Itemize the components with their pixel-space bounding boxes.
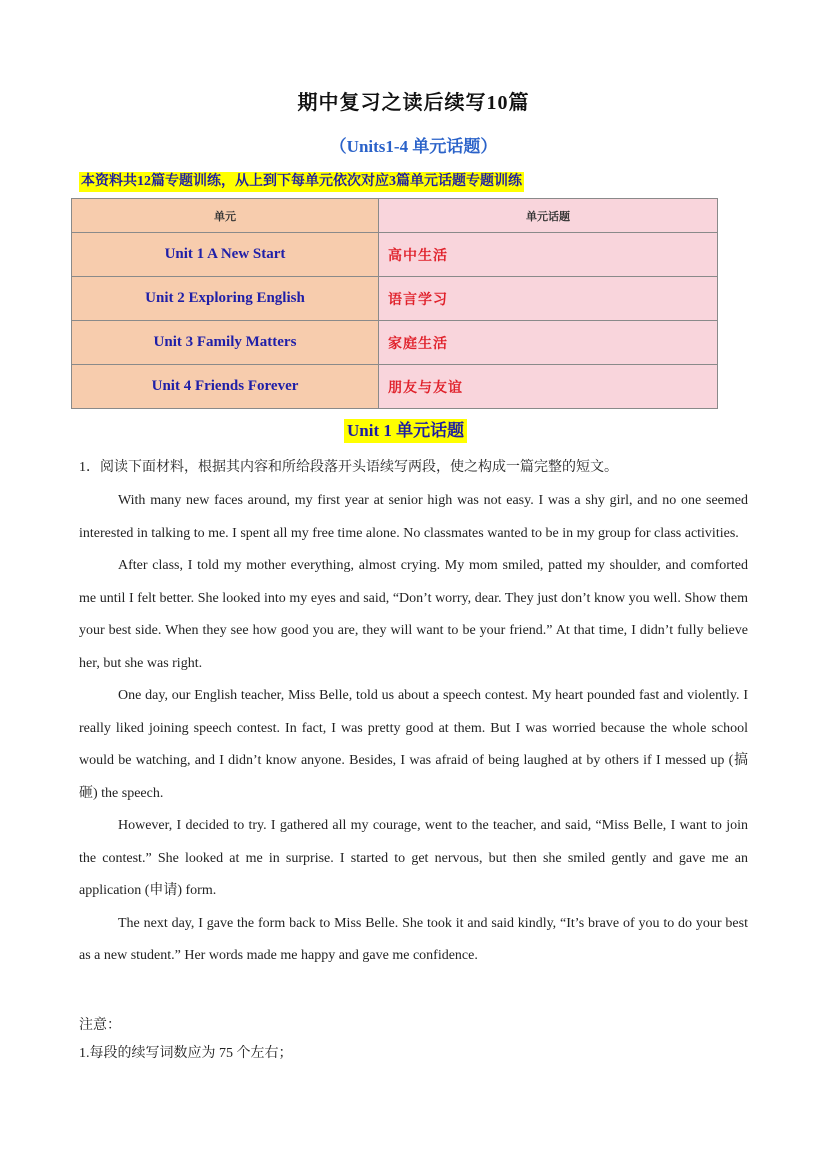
- table-cell-topic: 语言学习: [379, 277, 718, 321]
- table-row: [72, 365, 718, 409]
- page-subtitle: （Units1-4 单元话题）: [329, 137, 498, 156]
- table-header-row: [72, 199, 718, 233]
- table-cell-unit: Unit 3 Family Matters: [72, 321, 379, 365]
- passage-paragraph: With many new faces around, my first year at senior high was not easy. I was a shy girl, and no one seemed interested in talking to me. I spent all my free time alone. No classmates wanted to be in my group for class activities.: [79, 493, 748, 541]
- table-row: [72, 277, 718, 321]
- unit-heading: Unit 1 单元话题: [344, 419, 467, 443]
- passage-paragraph: The next day, I gave the form back to Miss Belle. She took it and said kindly, “It’s brave of you to do your best as a new student.” Her words made me happy and gave me confidence.: [79, 915, 748, 963]
- table-cell-topic: 朋友与友谊: [379, 365, 718, 409]
- table-cell-topic: 高中生活: [379, 233, 718, 277]
- table-header-topic: 单元话题: [379, 199, 718, 233]
- notes-label: 注意：: [79, 1018, 121, 1033]
- table-cell-unit: Unit 2 Exploring English: [72, 277, 379, 321]
- unit-topic-table: [71, 198, 718, 409]
- reading-passage: [79, 485, 748, 973]
- table-cell-topic: 家庭生活: [379, 321, 718, 365]
- table-row: [72, 233, 718, 277]
- question-instruction: 1．阅读下面材料，根据其内容和所给段落开头语续写两段，使之构成一篇完整的短文。: [79, 460, 618, 475]
- table-row: [72, 321, 718, 365]
- passage-paragraph: One day, our English teacher, Miss Belle, told us about a speech contest. My heart pounded fast and violently. I really liked joining speech contest. In fact, I was pretty good at them. But I was worried because the whole school would be watching, and I didn’t know anyone. Besides, I was afraid of being laughed at by others if I messed up (搞砸) the speech.: [79, 688, 748, 801]
- intro-highlight: 本资料共12篇专题训练，从上到下每单元依次对应3篇单元话题专题训练: [79, 172, 524, 192]
- notes-section: [79, 1012, 749, 1068]
- page-title: 期中复习之读后续写10篇: [297, 92, 530, 114]
- table-cell-unit: Unit 4 Friends Forever: [72, 365, 379, 409]
- note-item: 1.每段的续写词数应为 75 个左右；: [79, 1046, 293, 1061]
- passage-paragraph: After class, I told my mother everything, almost crying. My mom smiled, patted my shoulder, and comforted me until I felt better. She looked into my eyes and said, “Don’t worry, dear. They just don’t know you well. Show them your best side. When they see how good you are, they will want to be your friend.” At that time, I didn’t fully believe her, but she was right.: [79, 558, 748, 671]
- passage-paragraph: However, I decided to try. I gathered all my courage, went to the teacher, and said, “Miss Belle, I want to join the contest.” She looked at me in surprise. I started to get nervous, but then she smiled gently and gave me an application (申请) form.: [79, 818, 748, 898]
- table-header-unit: 单元: [72, 199, 379, 233]
- table-cell-unit: Unit 1 A New Start: [72, 233, 379, 277]
